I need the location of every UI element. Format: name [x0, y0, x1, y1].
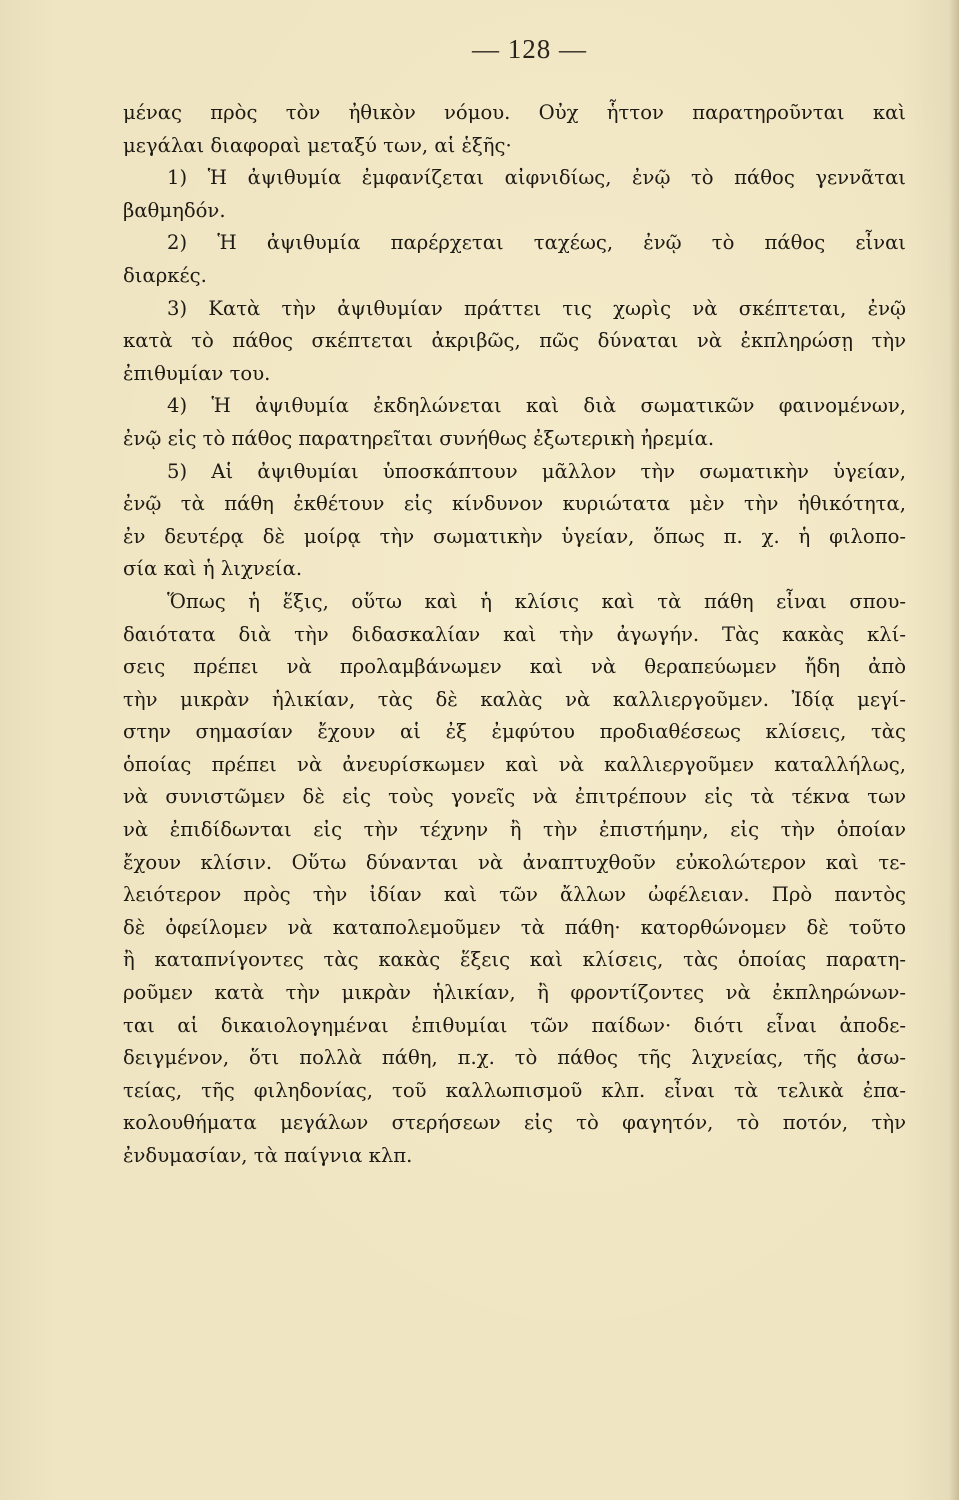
text-line: [123, 195, 906, 228]
text-line: [123, 1107, 906, 1140]
text-line: [123, 325, 906, 358]
text-line-content: ἔχουν κλίσιν. Οὕτω δύνανται νὰ ἀναπτυχθοῦν εὐκολώτερον καὶ τε-: [123, 850, 906, 874]
text-line: [123, 1010, 906, 1043]
text-line-content: 3) Κατὰ τὴν ἀψιθυμίαν πράττει τις χωρὶς νὰ σκέπτεται, ἐνῷ: [167, 296, 906, 320]
text-line: [123, 977, 906, 1010]
text-line: [123, 619, 906, 652]
text-line-content: ροῦμεν κατὰ τὴν μικρὰν ἡλικίαν, ἢ φροντίζοντες νὰ ἐκπληρώνων-: [123, 981, 906, 1005]
body-text: [123, 97, 906, 1173]
text-line: [123, 521, 906, 554]
text-line: [123, 553, 906, 586]
text-line-content: 4) Ἡ ἀψιθυμία ἐκδηλώνεται καὶ διὰ σωματικῶν φαινομένων,: [167, 394, 906, 418]
text-line: [123, 781, 906, 814]
text-line: [123, 390, 906, 423]
text-line-content: ἐν δευτέρᾳ δὲ μοίρᾳ τὴν σωματικὴν ὑγείαν, ὅπως π. χ. ἡ φιλοπο-: [123, 524, 906, 548]
text-line-content: ται αἱ δικαιολογημέναι ἐπιθυμίαι τῶν παίδων· διότι εἶναι ἀποδε-: [123, 1013, 906, 1037]
text-line-content: λειότερον πρὸς τὴν ἰδίαν καὶ τῶν ἄλλων ὠφέλειαν. Πρὸ παντὸς: [123, 883, 906, 907]
text-line: [123, 586, 906, 619]
text-line-content: ἢ καταπνίγοντες τὰς κακὰς ἕξεις καὶ κλίσεις, τὰς ὁποίας παρατη-: [123, 948, 906, 972]
text-line-content: σεις πρέπει νὰ προλαμβάνωμεν καὶ νὰ θεραπεύωμεν ἤδη ἀπὸ: [123, 655, 906, 679]
text-line-content: τείας, τῆς φιληδονίας, τοῦ καλλωπισμοῦ κλπ. εἶναι τὰ τελικὰ ἐπα-: [123, 1078, 906, 1102]
text-line: [123, 1042, 906, 1075]
text-line-content: Ὅπως ἡ ἕξις, οὕτω καὶ ἡ κλίσις καὶ τὰ πάθη εἶναι σπου-: [167, 589, 906, 613]
text-line-content: σία καὶ ἡ λιχνεία.: [123, 557, 303, 581]
text-line-content: δαιότατα διὰ τὴν διδασκαλίαν καὶ τὴν ἀγωγήν. Τὰς κακὰς κλί-: [123, 622, 906, 646]
text-line: [123, 684, 906, 717]
text-line-content: στην σημασίαν ἔχουν αἱ ἐξ ἐμφύτου προδιαθέσεως κλίσεις, τὰς: [123, 720, 906, 744]
text-line-content: τὴν μικρὰν ἡλικίαν, τὰς δὲ καλὰς νὰ καλλιεργοῦμεν. Ἰδίᾳ μεγί-: [123, 687, 906, 711]
text-line-content: βαθμηδόν.: [123, 198, 226, 222]
text-line-content: 1) Ἡ ἀψιθυμία ἐμφανίζεται αἰφνιδίως, ἐνῷ τὸ πάθος γεννᾶται: [167, 166, 906, 190]
text-line-content: ἐνῷ τὰ πάθη ἐκθέτουν εἰς κίνδυνον κυριώτατα μὲν τὴν ἠθικότητα,: [123, 492, 906, 516]
text-line-content: νὰ ἐπιδίδωνται εἰς τὴν τέχνην ἢ τὴν ἐπιστήμην, εἰς τὴν ὁποίαν: [123, 818, 906, 842]
text-line: [123, 716, 906, 749]
text-line: [123, 260, 906, 293]
text-line-content: διαρκές.: [123, 263, 207, 287]
text-line: [123, 847, 906, 880]
text-line-content: ἐνδυμασίαν, τὰ παίγνια κλπ.: [123, 1144, 413, 1167]
text-line: [123, 879, 906, 912]
text-line-content: ἐπιθυμίαν του.: [123, 361, 271, 385]
text-line-content: κατὰ τὸ πάθος σκέπτεται ἀκριβῶς, πῶς δύναται νὰ ἐκπληρώσῃ τὴν: [123, 329, 906, 353]
text-line-content: νὰ συνιστῶμεν δὲ εἰς τοὺς γονεῖς νὰ ἐπιτρέπουν εἰς τὰ τέκνα των: [123, 785, 906, 809]
text-line-content: δὲ ὀφείλομεν νὰ καταπολεμοῦμεν τὰ πάθη· κατορθώνομεν δὲ τοῦτο: [123, 915, 906, 939]
text-line: [123, 227, 906, 260]
text-line: [123, 423, 906, 456]
text-line-content: κολουθήματα μεγάλων στερήσεων εἰς τὸ φαγητόν, τὸ ποτόν, τὴν: [123, 1111, 906, 1135]
text-line: [123, 814, 906, 847]
text-line: [123, 293, 906, 326]
text-line-content: μεγάλαι διαφοραὶ μεταξύ των, αἱ ἑξῆς·: [123, 133, 512, 157]
page-edge-shadow: [949, 0, 959, 1500]
text-line-content: ὁποίας πρέπει νὰ ἀνευρίσκωμεν καὶ νὰ καλλιεργοῦμεν καταλλήλως,: [123, 752, 906, 776]
text-line: [123, 651, 906, 684]
text-line: [123, 358, 906, 391]
text-line-content: δειγμένον, ὅτι πολλὰ πάθη, π.χ. τὸ πάθος τῆς λιχνείας, τῆς ἀσω-: [123, 1046, 906, 1070]
text-line: [123, 130, 906, 163]
text-line: [123, 1140, 906, 1173]
text-line: [123, 944, 906, 977]
text-line: [123, 162, 906, 195]
page-number: — 128 —: [472, 34, 587, 64]
text-line: [123, 97, 906, 130]
text-line-content: μένας πρὸς τὸν ἠθικὸν νόμου. Οὐχ ἧττον παρατηροῦνται καὶ: [123, 101, 906, 124]
text-line-content: 2) Ἡ ἀψιθυμία παρέρχεται ταχέως, ἐνῷ τὸ πάθος εἶναι: [167, 231, 906, 255]
text-line: [123, 912, 906, 945]
text-line: [123, 1075, 906, 1108]
text-line: [123, 488, 906, 521]
text-line: [123, 456, 906, 489]
text-line-content: ἐνῷ εἰς τὸ πάθος παρατηρεῖται συνήθως ἐξωτερικὴ ἠρεμία.: [123, 426, 715, 450]
text-line: [123, 749, 906, 782]
text-line-content: 5) Αἱ ἀψιθυμίαι ὑποσκάπτουν μᾶλλον τὴν σωματικὴν ὑγείαν,: [167, 459, 906, 483]
